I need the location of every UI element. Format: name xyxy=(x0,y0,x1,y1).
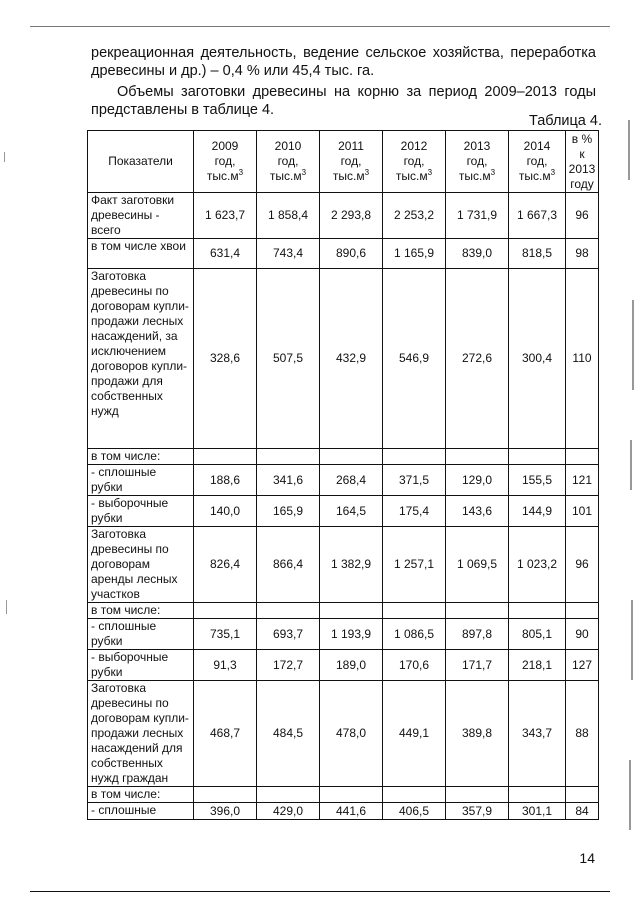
cell-2010: 743,4 xyxy=(257,239,320,269)
cell-2012: 1 165,9 xyxy=(383,239,446,269)
cell-2013: 897,8 xyxy=(446,619,509,650)
cell-2010: 429,0 xyxy=(257,803,320,820)
cell-2011 xyxy=(320,603,383,619)
cell-2014: 343,7 xyxy=(509,681,566,787)
cell-2010: 693,7 xyxy=(257,619,320,650)
harvest-volume-table xyxy=(87,130,599,820)
table-header-row xyxy=(88,131,599,193)
cell-2013: 1 731,9 xyxy=(446,193,509,239)
table-row xyxy=(88,787,599,803)
cell-2010 xyxy=(257,603,320,619)
column-header-2011: 2011 год, $тыс.м^3$ xyxy=(320,131,383,193)
cell-percent xyxy=(566,603,599,619)
cell-2012: 449,1 xyxy=(383,681,446,787)
row-label: - сплошные рубки xyxy=(88,465,194,496)
row-label: Заготовка древесины по договорам купли-продажи лесных насаждений, за исключением договоров купли-продажи для собственных нужд xyxy=(88,269,194,449)
cell-2013: 272,6 xyxy=(446,269,509,449)
cell-2011 xyxy=(320,787,383,803)
cell-2013: 129,0 xyxy=(446,465,509,496)
cell-percent xyxy=(566,449,599,465)
cell-2012 xyxy=(383,787,446,803)
cell-percent: 121 xyxy=(566,465,599,496)
cell-2009: 468,7 xyxy=(194,681,257,787)
cell-2012: 406,5 xyxy=(383,803,446,820)
cell-percent: 96 xyxy=(566,193,599,239)
cell-2014: 818,5 xyxy=(509,239,566,269)
cell-2014 xyxy=(509,449,566,465)
intro-paragraph: Объемы заготовки древесины на корню за период 2009–2013 годы представлены в таблице 4. xyxy=(91,84,596,118)
cell-2012: 1 257,1 xyxy=(383,527,446,603)
cell-2010: 484,5 xyxy=(257,681,320,787)
row-label: в том числе хвои xyxy=(88,239,194,269)
cell-2011: 1 382,9 xyxy=(320,527,383,603)
column-header-indicator: Показатели xyxy=(88,131,194,193)
row-label: - сплошные xyxy=(88,803,194,820)
cell-2009: 396,0 xyxy=(194,803,257,820)
row-label: в том числе: xyxy=(88,449,194,465)
cell-2010: 1 858,4 xyxy=(257,193,320,239)
column-header-2013: 2013 год, $тыс.м^3$ xyxy=(446,131,509,193)
cell-2011: 890,6 xyxy=(320,239,383,269)
scan-noise-right-edge xyxy=(632,300,634,390)
cell-2012: 2 253,2 xyxy=(383,193,446,239)
cell-2010: 866,4 xyxy=(257,527,320,603)
cell-percent: 90 xyxy=(566,619,599,650)
scan-noise-right-edge xyxy=(629,760,631,830)
row-label: - сплошные рубки xyxy=(88,619,194,650)
cell-2011: 478,0 xyxy=(320,681,383,787)
cell-2010: 172,7 xyxy=(257,650,320,681)
column-header-2014: 2014 год, $тыс.м^3$ xyxy=(509,131,566,193)
cell-2009 xyxy=(194,603,257,619)
scan-top-edge xyxy=(30,26,610,27)
cell-2011: 164,5 xyxy=(320,496,383,527)
row-label: - выборочные рубки xyxy=(88,496,194,527)
table-row xyxy=(88,619,599,650)
cell-2011: 432,9 xyxy=(320,269,383,449)
scan-noise-right-edge xyxy=(628,120,630,180)
cell-2009 xyxy=(194,787,257,803)
cell-2011: 268,4 xyxy=(320,465,383,496)
cell-2009: 631,4 xyxy=(194,239,257,269)
cell-2014: 301,1 xyxy=(509,803,566,820)
cell-percent xyxy=(566,787,599,803)
row-label: в том числе: xyxy=(88,603,194,619)
cell-2010 xyxy=(257,449,320,465)
column-header-2010: 2010 год, $тыс.м^3$ xyxy=(257,131,320,193)
cell-2011: 1 193,9 xyxy=(320,619,383,650)
scan-noise-right-edge xyxy=(631,600,633,680)
table-row xyxy=(88,239,599,269)
table-row xyxy=(88,269,599,449)
cell-2014 xyxy=(509,603,566,619)
column-header-2009: 2009 год, $тыс.м^3$ xyxy=(194,131,257,193)
cell-2013: 1 069,5 xyxy=(446,527,509,603)
page-number: 14 xyxy=(579,850,595,866)
cell-2009 xyxy=(194,449,257,465)
cell-2013: 839,0 xyxy=(446,239,509,269)
table-row xyxy=(88,603,599,619)
cell-2011: 189,0 xyxy=(320,650,383,681)
row-label: Факт заготовки древесины - всего xyxy=(88,193,194,239)
cell-2012: 1 086,5 xyxy=(383,619,446,650)
table-row xyxy=(88,465,599,496)
cell-2009: 826,4 xyxy=(194,527,257,603)
column-header-percent-of-2013: в % к 2013 году xyxy=(566,131,599,193)
cell-2010: 341,6 xyxy=(257,465,320,496)
scan-bottom-edge xyxy=(30,891,610,892)
cell-2013 xyxy=(446,449,509,465)
cell-2013: 143,6 xyxy=(446,496,509,527)
cell-2013: 171,7 xyxy=(446,650,509,681)
cell-2011: 2 293,8 xyxy=(320,193,383,239)
cell-percent: 98 xyxy=(566,239,599,269)
cell-2014: 805,1 xyxy=(509,619,566,650)
cell-2012: 371,5 xyxy=(383,465,446,496)
cell-2010: 165,9 xyxy=(257,496,320,527)
row-label: в том числе: xyxy=(88,787,194,803)
table-row xyxy=(88,527,599,603)
cell-2009: 735,1 xyxy=(194,619,257,650)
cell-2014: 1 667,3 xyxy=(509,193,566,239)
cell-2014: 155,5 xyxy=(509,465,566,496)
cell-percent: 96 xyxy=(566,527,599,603)
scan-noise-left-edge xyxy=(6,600,7,614)
column-header-2012: 2012 год, $тыс.м^3$ xyxy=(383,131,446,193)
row-label: Заготовка древесины по договорам аренды лесных участков xyxy=(88,527,194,603)
cell-2009: 91,3 xyxy=(194,650,257,681)
cell-percent: 127 xyxy=(566,650,599,681)
cell-2010 xyxy=(257,787,320,803)
intro-paragraph-continued: рекреационная деятельность, ведение сельское хозяйства, переработка древесины и др.) – 0,4 % или 45,4 тыс. га. xyxy=(91,45,596,79)
cell-percent: 88 xyxy=(566,681,599,787)
cell-2013: 389,8 xyxy=(446,681,509,787)
scan-noise-right-edge xyxy=(630,440,632,490)
cell-2009: 140,0 xyxy=(194,496,257,527)
cell-2009: 328,6 xyxy=(194,269,257,449)
cell-2014: 144,9 xyxy=(509,496,566,527)
table-caption: Таблица 4. xyxy=(529,113,602,129)
cell-2012: 170,6 xyxy=(383,650,446,681)
cell-2012 xyxy=(383,449,446,465)
cell-2012 xyxy=(383,603,446,619)
cell-2009: 1 623,7 xyxy=(194,193,257,239)
table-row xyxy=(88,193,599,239)
cell-2010: 507,5 xyxy=(257,269,320,449)
cell-2014: 1 023,2 xyxy=(509,527,566,603)
table-row xyxy=(88,449,599,465)
cell-2014 xyxy=(509,787,566,803)
cell-2012: 175,4 xyxy=(383,496,446,527)
table-row xyxy=(88,496,599,527)
row-label: - выборочные рубки xyxy=(88,650,194,681)
cell-2009: 188,6 xyxy=(194,465,257,496)
row-label: Заготовка древесины по договорам купли-продажи лесных насаждений для собственных нужд граждан xyxy=(88,681,194,787)
cell-2011 xyxy=(320,449,383,465)
cell-2011: 441,6 xyxy=(320,803,383,820)
cell-2014: 300,4 xyxy=(509,269,566,449)
scan-noise-left-edge xyxy=(4,152,5,162)
table-row xyxy=(88,681,599,787)
cell-2013 xyxy=(446,603,509,619)
cell-2014: 218,1 xyxy=(509,650,566,681)
cell-2013 xyxy=(446,787,509,803)
cell-2012: 546,9 xyxy=(383,269,446,449)
cell-percent: 110 xyxy=(566,269,599,449)
cell-2013: 357,9 xyxy=(446,803,509,820)
cell-percent: 84 xyxy=(566,803,599,820)
cell-percent: 101 xyxy=(566,496,599,527)
table-row xyxy=(88,803,599,820)
table-row xyxy=(88,650,599,681)
